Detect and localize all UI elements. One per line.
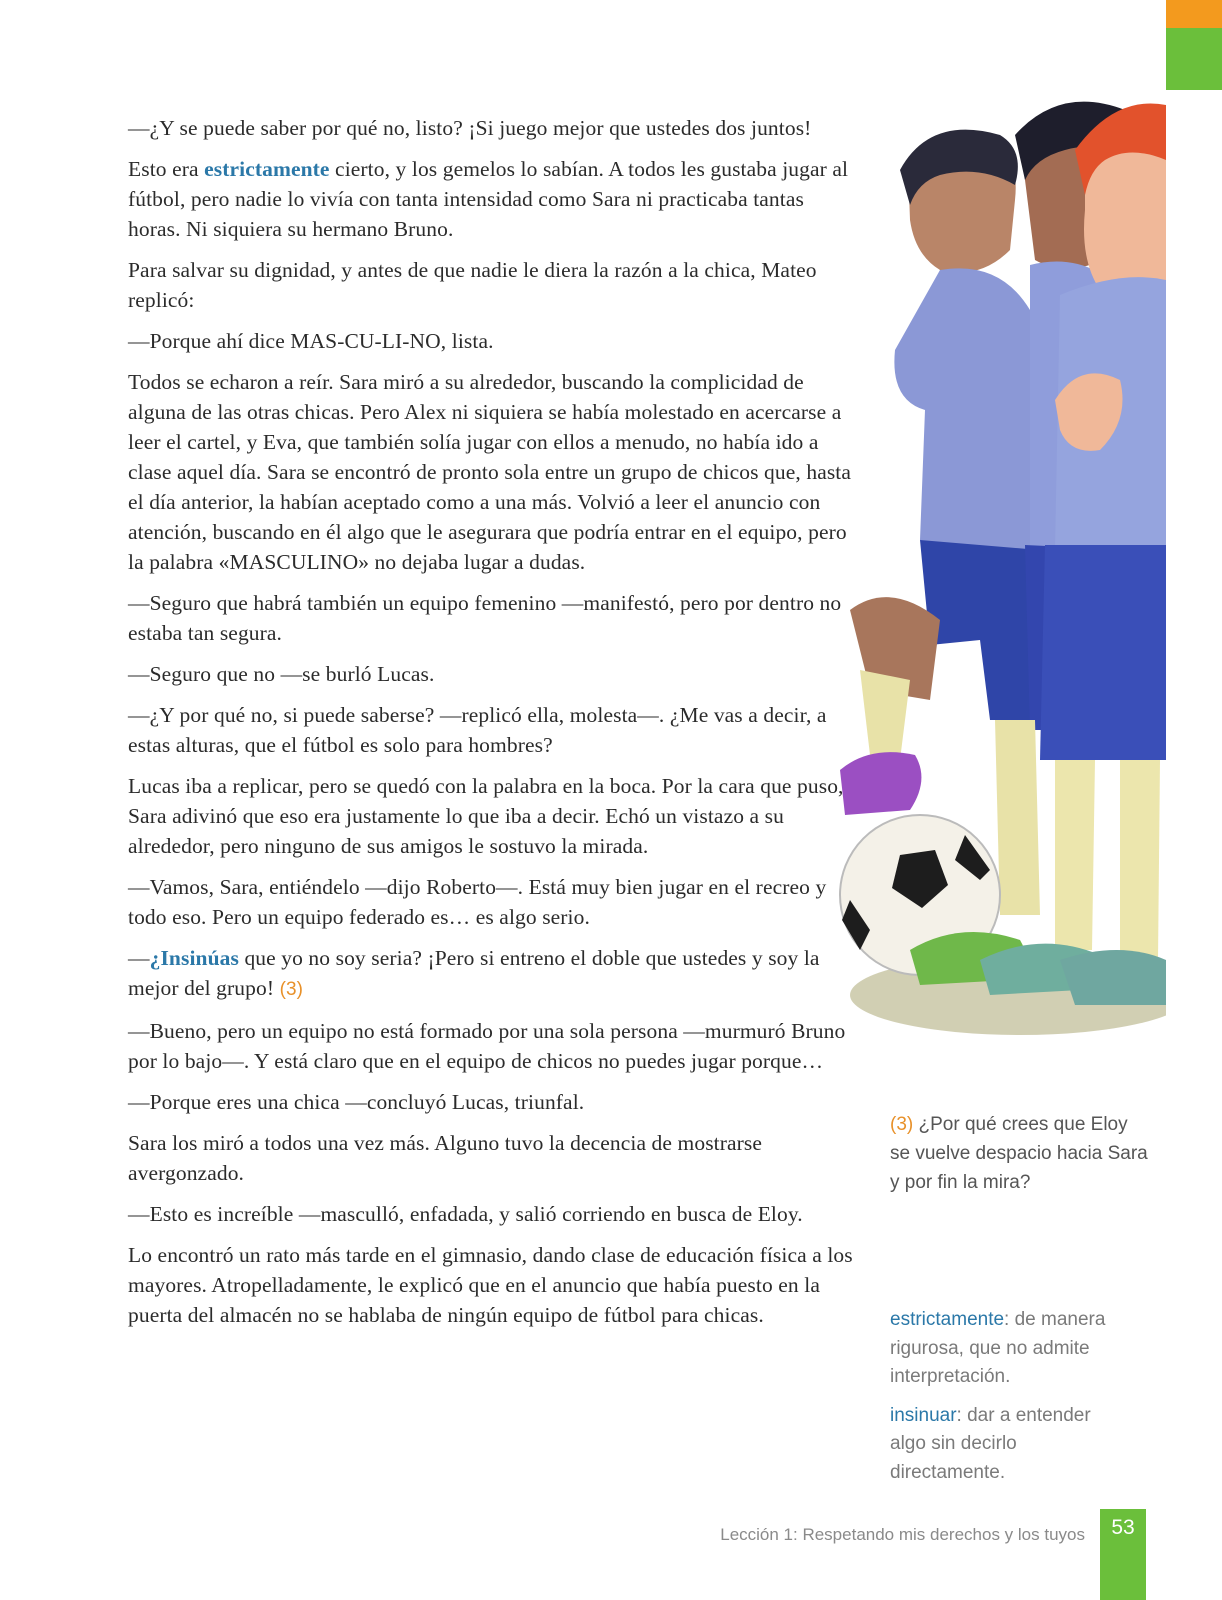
color-tab-orange xyxy=(1166,0,1222,28)
paragraph: Esto era estrictamente cierto, y los gemelos lo sabían. A todos les gustaba jugar al fútbol, pero nadie lo vivía con tanta intensidad como Sara ni practicaba tantas horas. Ni siquiera su hermano Bruno. xyxy=(128,157,849,241)
paragraph: Sara los miró a todos una vez más. Alguno tuvo la decencia de mostrarse avergonzado. xyxy=(128,1131,763,1185)
page-number: 53 xyxy=(1100,1509,1146,1547)
paragraph: —Esto es increíble —masculló, enfadada, y salió corriendo en busca de Eloy. xyxy=(128,1202,803,1226)
paragraph: —Bueno, pero un equipo no está formado por una sola persona —murmuró Bruno por lo bajo—. Y está claro que en el equipo de chicos no puedes jugar porque… xyxy=(128,1019,846,1073)
glossary-definition: : dar a entender algo sin decirlo directamente. xyxy=(890,1404,1091,1483)
question-text: ¿Por qué crees que Eloy se vuelve despacio hacia Sara y por fin la mira? xyxy=(890,1114,1148,1193)
paragraph: Lo encontró un rato más tarde en el gimnasio, dando clase de educación física a los mayores. Atropelladamente, le explicó que en el anuncio que había puesto en la puerta del almacén no se hablaba de ningún equipo de fútbol para chicas. xyxy=(128,1243,853,1327)
color-tab-green xyxy=(1166,28,1222,90)
paragraph: —¿Insinúas que yo no soy seria? ¡Pero si entreno el doble que ustedes y soy la mejor del grupo! (3) xyxy=(128,946,820,1000)
paragraph: —Seguro que no —se burló Lucas. xyxy=(128,662,435,686)
glossary-definition: : de manera rigurosa, que no admite interpretación. xyxy=(890,1309,1106,1387)
paragraph: Lucas iba a replicar, pero se quedó con la palabra en la boca. Por la cara que puso, Sara adivinó que eso era justamente lo que iba a decir. Echó un vistazo a su alrededor, pero ninguno de sus amigos le sostuvo la mirada. xyxy=(128,774,844,858)
glossary-entry xyxy=(890,1402,1130,1488)
glossary-entry xyxy=(890,1306,1130,1392)
paragraph: —¿Y por qué no, si puede saberse? —replicó ella, molesta—. ¿Me vas a decir, a estas alturas, que el fútbol es solo para hombres? xyxy=(128,703,827,757)
glossary xyxy=(890,1306,1130,1497)
paragraph: —Vamos, Sara, entiéndelo —dijo Roberto—. Está muy bien jugar en el recreo y todo eso. Pero un equipo federado es… es algo serio. xyxy=(128,875,827,929)
story-body xyxy=(128,113,858,1341)
paragraph: —¿Y se puede saber por qué no, listo? ¡Si juego mejor que ustedes dos juntos! xyxy=(128,116,812,140)
paragraph: —Seguro que habrá también un equipo femenino —manifestó, pero por dentro no estaba tan segura. xyxy=(128,591,842,645)
glossary-keyword: ¿Insinúas xyxy=(149,946,239,970)
paragraph: —Porque ahí dice MAS-CU-LI-NO, lista. xyxy=(128,329,494,353)
paragraph: Para salvar su dignidad, y antes de que nadie le diera la razón a la chica, Mateo replicó: xyxy=(128,258,817,312)
lesson-footer: Lección 1: Respetando mis derechos y los tuyos xyxy=(720,1525,1085,1544)
sidebar-question xyxy=(890,1110,1150,1197)
question-number: (3) xyxy=(890,1114,914,1135)
question-reference: (3) xyxy=(279,979,304,1000)
paragraph: Todos se echaron a reír. Sara miró a su alrededor, buscando la complicidad de alguna de las otras chicas. Pero Alex ni siquiera se había molestado en acercarse a leer el cartel, y Eva, que también solía jugar con ellos a menudo, no había ido a clase aquel día. Sara se encontró de pronto sola entre un grupo de chicos que, hasta el día anterior, la habían aceptado como a una más. Volvió a leer el anuncio con atención, buscando en él algo que le asegurara que podría entrar en el equipo, pero la palabra «MASCULINO» no dejaba lugar a dudas. xyxy=(128,370,852,574)
paragraph: —Porque eres una chica —concluyó Lucas, triunfal. xyxy=(128,1090,585,1114)
page-number-bar xyxy=(1100,1547,1146,1600)
glossary-term: estrictamente xyxy=(890,1309,1005,1330)
glossary-keyword: estrictamente xyxy=(204,157,330,181)
glossary-term: insinuar xyxy=(890,1404,957,1426)
football-players-illustration xyxy=(830,80,1166,1090)
